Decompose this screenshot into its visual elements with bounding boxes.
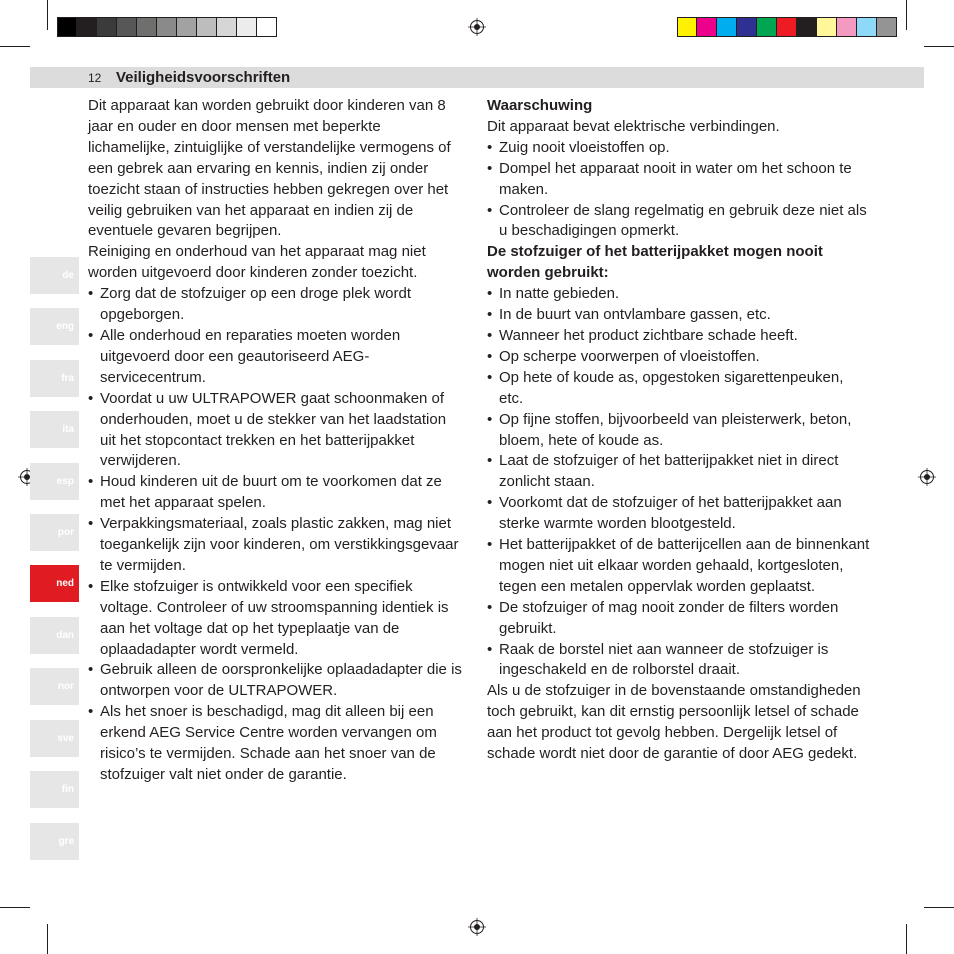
colour-swatch <box>697 17 717 37</box>
warning-list <box>487 138 870 243</box>
colour-swatch <box>177 17 197 37</box>
language-tab-gre[interactable] <box>30 823 79 860</box>
crop-mark <box>924 46 954 47</box>
list-item: • Voorkomt dat de stofzuiger of het batterijpakket aan sterke warmte worden blootgesteld. <box>487 493 870 535</box>
colour-swatch <box>757 17 777 37</box>
colour-swatch <box>797 17 817 37</box>
right-column <box>487 96 870 765</box>
intro-paragraph: Dit apparaat kan worden gebruikt door kinderen van 8 jaar en ouder en door mensen met beperkte lichamelijke, zintuiglijke of verstandelijke vermogens of een gebrek aan ervaring en kennis, indien zij onder toezicht staan of instructies hebben gekregen over het veilig gebruiken van het apparaat en indien zij de eventuele gevaren begrijpen. <box>88 97 451 240</box>
list-item: • Voordat u uw ULTRAPOWER gaat schoonmaken of onderhouden, moet u de stekker van het laadstation uit het stopcontact trekken en het batterijpakket verwijderen. <box>88 389 462 473</box>
crop-mark <box>924 907 954 908</box>
list-item: • Houd kinderen uit de buurt om te voorkomen dat ze met het apparaat spelen. <box>88 472 462 514</box>
warning-intro: Dit apparaat bevat elektrische verbindingen. <box>487 117 780 135</box>
language-tab-nor[interactable] <box>30 668 79 705</box>
registration-target-icon <box>918 468 936 486</box>
colour-swatch <box>57 17 77 37</box>
language-tab-sve[interactable] <box>30 720 79 757</box>
crop-mark <box>0 46 30 47</box>
colour-swatch <box>237 17 257 37</box>
list-item: • Op scherpe voorwerpen of vloeistoffen. <box>487 347 870 368</box>
list-item: • Controleer de slang regelmatig en gebruik deze niet als u beschadigingen opmerkt. <box>487 201 870 243</box>
language-tab-eng[interactable] <box>30 308 79 345</box>
colour-swatch <box>857 17 877 37</box>
list-item: • Als het snoer is beschadigd, mag dit alleen bij een erkend AEG Service Centre worden vervangen om risico’s te vermijden. Schade aan het snoer van de stofzuiger valt niet onder de garantie. <box>88 702 462 786</box>
language-tab-fra[interactable] <box>30 360 79 397</box>
language-tab-label: gre <box>58 836 74 847</box>
cleaning-paragraph: Reiniging en onderhoud van het apparaat mag niet worden uitgevoerd door kinderen zonder toezicht. <box>88 243 426 282</box>
colour-swatch <box>677 17 697 37</box>
list-item: • Dompel het apparaat nooit in water om het schoon te maken. <box>487 159 870 201</box>
colour-swatch <box>117 17 137 37</box>
list-item: • Op hete of koude as, opgestoken sigarettenpeuken, etc. <box>487 368 870 410</box>
page-number: 12 <box>88 71 102 85</box>
language-tab-de[interactable] <box>30 257 79 294</box>
language-tab-label: sve <box>57 733 74 744</box>
warning-heading: Waarschuwing <box>487 97 593 114</box>
colour-swatch <box>217 17 237 37</box>
registration-target-icon <box>468 918 486 936</box>
colour-swatch <box>777 17 797 37</box>
never-use-heading: De stofzuiger of het batterijpakket mogen nooit worden gebruikt: <box>487 243 823 282</box>
language-tab-label: fin <box>61 784 74 795</box>
colour-swatch <box>197 17 217 37</box>
greyscale-bar <box>57 17 277 37</box>
list-item: • Zuig nooit vloeistoffen op. <box>487 138 870 159</box>
safety-list <box>88 284 462 786</box>
language-tab-ita[interactable] <box>30 411 79 448</box>
language-tab-label: dan <box>56 630 74 641</box>
never-use-list <box>487 284 870 681</box>
list-item: • Wanneer het product zichtbare schade heeft. <box>487 326 870 347</box>
list-item: • Gebruik alleen de oorspronkelijke oplaadadapter die is ontworpen voor de ULTRAPOWER. <box>88 660 462 702</box>
colour-swatch <box>737 17 757 37</box>
language-tab-label: esp <box>56 476 74 487</box>
colour-swatch <box>137 17 157 37</box>
language-tab-fin[interactable] <box>30 771 79 808</box>
list-item: • Zorg dat de stofzuiger op een droge plek wordt opgeborgen. <box>88 284 462 326</box>
colour-bar <box>677 17 897 37</box>
crop-mark <box>47 924 48 954</box>
colour-swatch <box>717 17 737 37</box>
list-item: • Verpakkingsmateriaal, zoals plastic zakken, mag niet toegankelijk zijn voor kinderen, om verstikkingsgevaar te vermijden. <box>88 514 462 577</box>
registration-target-icon <box>468 18 486 36</box>
crop-mark <box>906 924 907 954</box>
crop-mark <box>0 907 30 908</box>
left-column <box>88 96 462 786</box>
crop-mark <box>47 0 48 30</box>
page-title: Veiligheidsvoorschriften <box>116 69 291 86</box>
language-tab-label: por <box>57 527 74 538</box>
language-tab-label: nor <box>57 681 74 692</box>
language-tab-label: eng <box>56 321 74 332</box>
colour-swatch <box>837 17 857 37</box>
language-tab-dan[interactable] <box>30 617 79 654</box>
language-tab-por[interactable] <box>30 514 79 551</box>
colour-swatch <box>877 17 897 37</box>
language-tab-label: de <box>62 270 74 281</box>
list-item: • In natte gebieden. <box>487 284 870 305</box>
list-item: • Raak de borstel niet aan wanneer de stofzuiger is ingeschakeld en de rolborstel draait. <box>487 640 870 682</box>
language-tab-label: fra <box>61 373 74 384</box>
list-item: • Het batterijpakket of de batterijcellen aan de binnenkant mogen niet uit elkaar worden gehaald, kortgesloten, tegen een metalen oppervlak worden geplaatst. <box>487 535 870 598</box>
list-item: • Op fijne stoffen, bijvoorbeeld van pleisterwerk, beton, bloem, hete of koude as. <box>487 410 870 452</box>
crop-mark <box>906 0 907 30</box>
colour-swatch <box>77 17 97 37</box>
colour-swatch <box>157 17 177 37</box>
language-tab-label: ned <box>56 578 74 589</box>
list-item: • Elke stofzuiger is ontwikkeld voor een specifiek voltage. Controleer of uw stroomspanning identiek is aan het voltage dat op het typeplaatje van de oplaadadapter wordt vermeld. <box>88 577 462 661</box>
closing-paragraph: Als u de stofzuiger in de bovenstaande omstandigheden toch gebruikt, kan dit ernstig persoonlijk letsel of schade aan het product tot gevolg hebben. Dergelijk letsel of schade wordt niet door de garantie of door AEG gedekt. <box>487 682 861 763</box>
language-tab-ned[interactable] <box>30 565 79 602</box>
colour-swatch <box>817 17 837 37</box>
colour-swatch <box>257 17 277 37</box>
list-item: • Alle onderhoud en reparaties moeten worden uitgevoerd door een geautoriseerd AEG-servicecentrum. <box>88 326 462 389</box>
list-item: • Laat de stofzuiger of het batterijpakket niet in direct zonlicht staan. <box>487 451 870 493</box>
list-item: • De stofzuiger of mag nooit zonder de filters worden gebruikt. <box>487 598 870 640</box>
colour-swatch <box>97 17 117 37</box>
language-tab-label: ita <box>62 424 74 435</box>
list-item: • In de buurt van ontvlambare gassen, etc. <box>487 305 870 326</box>
language-tab-esp[interactable] <box>30 463 79 500</box>
